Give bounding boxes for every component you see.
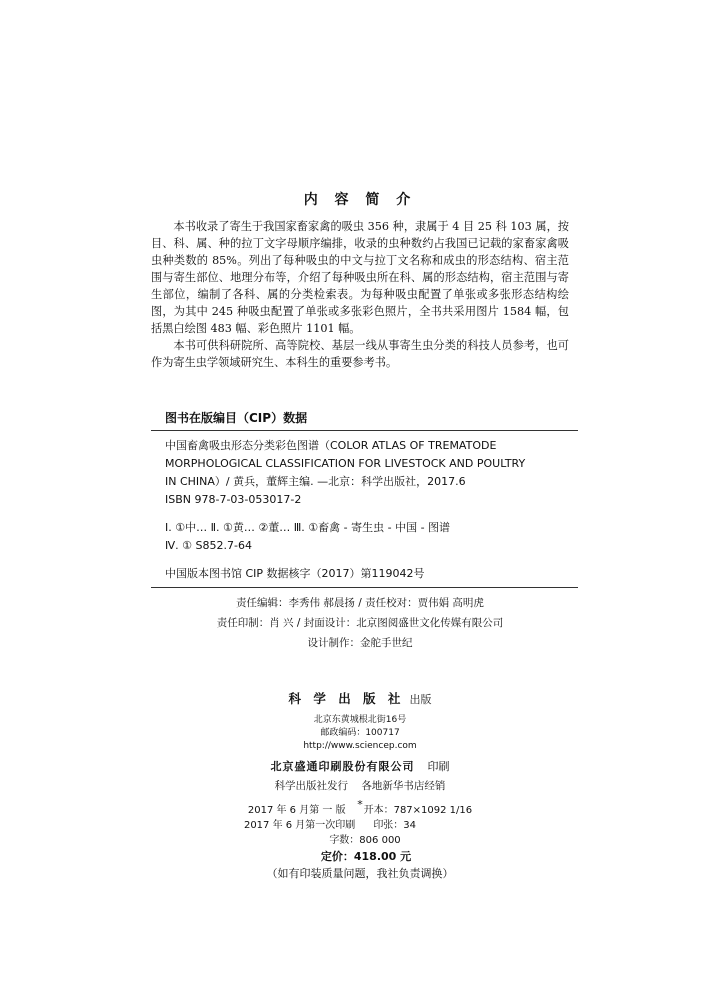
- credit-line: 责任印制：肖 兴 / 封面设计：北京图阅盛世文化传媒有限公司: [216, 617, 504, 629]
- summary-paragraph-2: 本书可供科研院所、高等院校、基层一线从事寄生虫分类的科技人员参考，也可作为寄生虫学领域研究生、本科生的重要参考书。: [151, 339, 569, 369]
- exchange-note: （如有印装质量问题，我社负责调换）: [266, 867, 454, 880]
- distribution-line: 科学出版社发行 各地新华书店经销: [274, 780, 446, 792]
- cip-line: MORPHOLOGICAL CLASSIFICATION FOR LIVESTOCK AND POULTRY: [165, 457, 526, 470]
- printing: 2017 年 6 月第一次印刷: [243, 820, 356, 831]
- summary-title: 内 容 简 介: [303, 192, 417, 208]
- publisher-address: 北京东黄城根北街16号: [313, 715, 407, 725]
- printer-suffix: 印刷: [427, 760, 450, 773]
- credit-line: 责任编辑：李秀伟 郝晨扬 / 责任校对：贾伟娟 高明虎: [236, 597, 484, 609]
- publisher-suffix: 出版: [409, 693, 432, 706]
- cip-block: [165, 437, 575, 583]
- cip-bottom-rule: [151, 587, 578, 588]
- printed-sheets: 印张：34: [373, 820, 417, 831]
- edition: 2017 年 6 月第 一 版: [247, 805, 346, 816]
- cip-record-number: 中国版本图书馆 CIP 数据核字（2017）第119042号: [165, 567, 425, 580]
- separator-star: *: [357, 798, 363, 811]
- format: 开本：787×1092 1/16: [363, 805, 473, 816]
- cip-top-rule: [151, 430, 578, 431]
- cip-isbn: ISBN 978-7-03-053017-2: [165, 493, 302, 506]
- cip-classification: Ⅰ. ①中… Ⅱ. ①黄… ②董… Ⅲ. ①畜禽 - 寄生虫 - 中国 - 图谱: [165, 521, 451, 534]
- credit-line: 设计制作：金舵手世纪: [307, 637, 413, 649]
- publisher-url: http://www.sciencep.com: [303, 741, 417, 751]
- cip-classification: Ⅳ. ① S852.7-64: [165, 539, 252, 552]
- printer-name: 北京盛通印刷股份有限公司: [270, 760, 415, 773]
- cip-line: IN CHINA）/ 黄兵，董辉主编. —北京：科学出版社，2017.6: [165, 475, 466, 488]
- publisher-logo-text: 科 学 出 版 社: [288, 691, 405, 706]
- cip-heading: 图书在版编目（CIP）数据: [165, 411, 308, 425]
- cip-line: 中国畜禽吸虫形态分类彩色图谱（COLOR ATLAS OF TREMATODE: [165, 439, 497, 452]
- summary-paragraph-1: 本书收录了寄生于我国家畜家禽的吸虫 356 种，隶属于 4 目 25 科 103 属，按目、科、属、种的拉丁文字母顺序编排，收录的虫种数约占我国已记载的家畜家禽吸虫种类数的 85%。列出了每种吸虫的中文与拉丁文名称和成虫的形态结构、宿主范围与寄生部位、地理分布等，介绍了每种吸虫所在科、属的形态结构，宿主范围与寄生部位，编制了各科、属的分类检索表。为每种吸虫配置了单张或多张形态结构绘图，为其中 245 种吸虫配置了单张或多张彩色照片，全书共采用图片 1584 幅，包括黑白绘图 483 幅、彩色照片 1101 幅。: [151, 220, 569, 335]
- word-count: 字数：806 000: [329, 835, 401, 846]
- price: 定价：418.00 元: [320, 850, 412, 863]
- credits: [0, 593, 720, 653]
- publisher-postcode: 邮政编码：100717: [320, 728, 400, 738]
- summary-text: [151, 218, 569, 371]
- print-info: [0, 803, 720, 883]
- publisher-block: [0, 688, 720, 814]
